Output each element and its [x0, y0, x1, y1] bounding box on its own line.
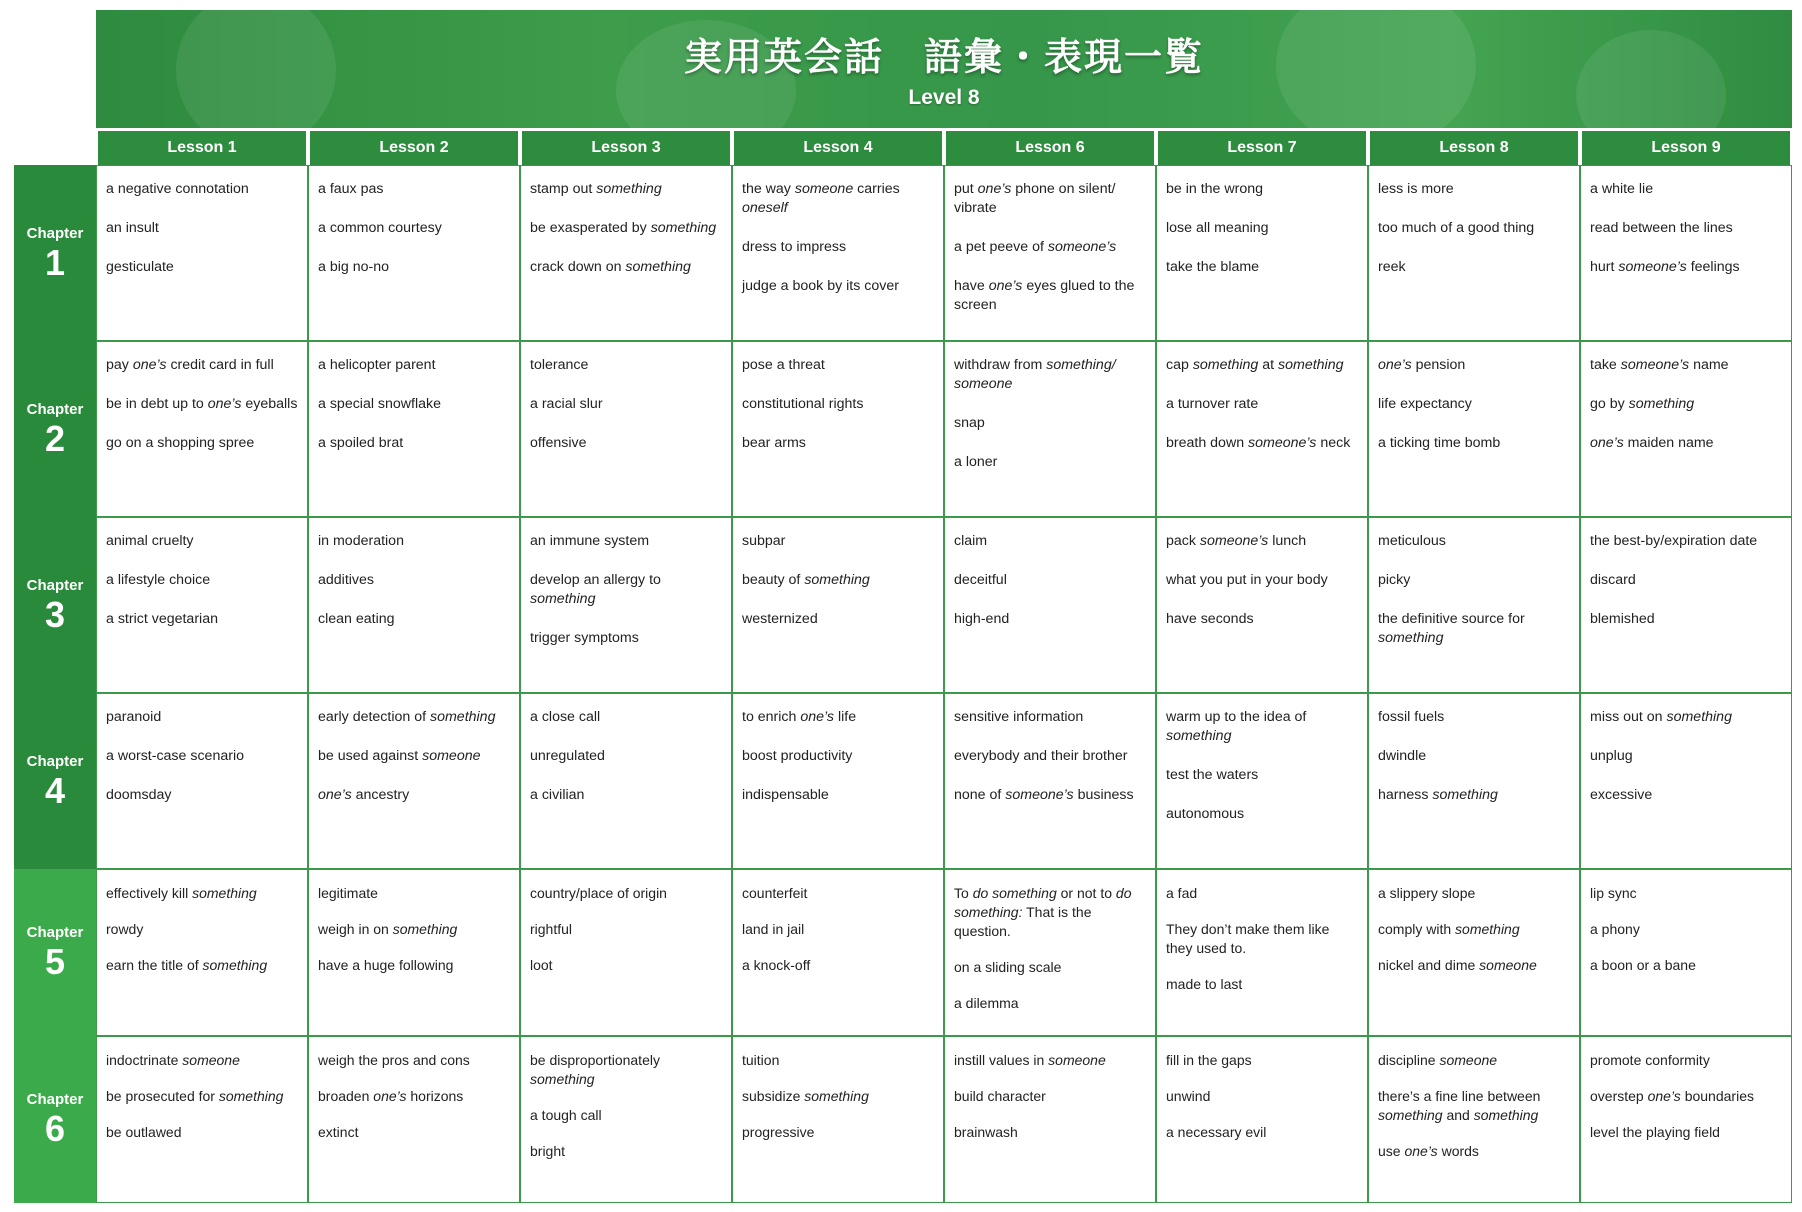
- lesson-header-7: Lesson 8: [1370, 131, 1578, 165]
- lesson-header-6: Lesson 7: [1158, 131, 1366, 165]
- vocab-entry: harness something: [1378, 787, 1498, 803]
- chapter-header-1: [14, 165, 96, 341]
- vocab-entry: on a sliding scale: [954, 959, 1062, 975]
- vocab-cell-ch5-col7: [1368, 869, 1580, 1036]
- vocab-entry: a phony: [1590, 921, 1640, 937]
- vocab-entry: boost productivity: [742, 748, 853, 764]
- vocab-entry: a common courtesy: [318, 220, 442, 236]
- vocab-entry: have seconds: [1166, 611, 1254, 627]
- vocab-entry: there’s a fine line between something and something: [1378, 1088, 1541, 1123]
- vocab-entry: doomsday: [106, 787, 172, 803]
- vocab-cell-ch3-col8: [1580, 517, 1792, 693]
- vocab-entry: unplug: [1590, 748, 1633, 764]
- vocab-entry: a boon or a bane: [1590, 957, 1696, 973]
- vocab-cell-ch1-col7: [1368, 165, 1580, 341]
- vocab-entry: pack someone’s lunch: [1166, 533, 1307, 549]
- vocab-entry: the best-by/expiration date: [1590, 533, 1758, 549]
- vocab-cell-ch3-col5: [944, 517, 1156, 693]
- vocab-entry: be outlawed: [106, 1124, 182, 1140]
- vocab-entry: the way someone carries oneself: [742, 181, 900, 216]
- vocab-entry: land in jail: [742, 921, 805, 937]
- vocab-entry: lose all meaning: [1166, 220, 1269, 236]
- vocab-entry: trigger symptoms: [530, 630, 639, 646]
- vocab-entry: blemished: [1590, 611, 1655, 627]
- vocab-cell-ch3-col1: [96, 517, 308, 693]
- chapter-number: 3: [44, 593, 66, 635]
- vocab-cell-ch2-col5: [944, 341, 1156, 517]
- vocab-cell-ch3-col2: [308, 517, 520, 693]
- vocab-entry: what you put in your body: [1166, 572, 1328, 588]
- vocab-entry: a necessary evil: [1166, 1124, 1267, 1140]
- vocab-entry: weigh in on something: [318, 921, 458, 937]
- vocab-entry: a lifestyle choice: [106, 572, 211, 588]
- vocab-entry: dwindle: [1378, 748, 1427, 764]
- vocab-entry: none of someone’s business: [954, 787, 1134, 803]
- lesson-header-2: Lesson 2: [310, 131, 518, 165]
- vocab-entry: a civilian: [530, 787, 585, 803]
- vocab-entry: be disproportionately something: [530, 1052, 660, 1087]
- vocab-cell-ch1-col6: [1156, 165, 1368, 341]
- vocab-entry: clean eating: [318, 611, 395, 627]
- vocab-entry: high-end: [954, 611, 1010, 627]
- chapter-header-4: [14, 693, 96, 869]
- vocab-cell-ch2-col3: [520, 341, 732, 517]
- vocab-entry: autonomous: [1166, 806, 1245, 822]
- vocab-entry: comply with something: [1378, 921, 1520, 937]
- vocab-entry: be in the wrong: [1166, 181, 1264, 197]
- vocab-entry: a helicopter parent: [318, 357, 436, 373]
- vocab-entry: legitimate: [318, 885, 378, 901]
- lesson-header-3: Lesson 3: [522, 131, 730, 165]
- vocab-entry: life expectancy: [1378, 396, 1472, 412]
- chapter-number: 5: [44, 941, 66, 982]
- vocab-entry: early detection of something: [318, 709, 496, 725]
- vocab-cell-ch6-col4: [732, 1036, 944, 1203]
- chapter-number: 4: [44, 769, 66, 811]
- chapter-number: 6: [44, 1108, 66, 1149]
- vocab-entry: a fad: [1166, 885, 1198, 901]
- vocab-entry: indoctrinate someone: [106, 1052, 240, 1068]
- vocab-entry: a strict vegetarian: [106, 611, 218, 627]
- vocab-entry: tolerance: [530, 357, 589, 373]
- vocab-cell-ch6-col1: [96, 1036, 308, 1203]
- chapter-header-5: [14, 869, 96, 1036]
- vocab-entry: one’s ancestry: [318, 787, 410, 803]
- vocab-entry: sensitive information: [954, 709, 1084, 725]
- vocab-entry: To do something or not to do something: That is the question.: [954, 885, 1132, 939]
- vocab-entry: pose a threat: [742, 357, 825, 373]
- vocab-entry: a tough call: [530, 1107, 602, 1123]
- header-banner: [96, 10, 1792, 128]
- vocab-entry: subsidize something: [742, 1088, 869, 1104]
- vocab-cell-ch2-col8: [1580, 341, 1792, 517]
- vocab-entry: a racial slur: [530, 396, 603, 412]
- vocab-entry: deceitful: [954, 572, 1007, 588]
- vocab-entry: They don’t make them like they used to.: [1166, 921, 1330, 956]
- vocab-entry: broaden one’s horizons: [318, 1088, 464, 1104]
- vocab-entry: develop an allergy to something: [530, 572, 661, 607]
- vocab-cell-ch4-col4: [732, 693, 944, 869]
- vocab-cell-ch5-col5: [944, 869, 1156, 1036]
- vocab-entry: fill in the gaps: [1166, 1052, 1252, 1068]
- vocab-entry: a dilemma: [954, 995, 1019, 1011]
- vocab-entry: level the playing field: [1590, 1124, 1720, 1140]
- vocab-entry: a pet peeve of someone’s: [954, 239, 1117, 255]
- vocab-entry: withdraw from something/ someone: [954, 357, 1116, 392]
- vocab-cell-ch1-col5: [944, 165, 1156, 341]
- vocab-cell-ch4-col7: [1368, 693, 1580, 869]
- lesson-header-5: Lesson 6: [946, 131, 1154, 165]
- vocab-entry: dress to impress: [742, 239, 847, 255]
- vocab-entry: a slippery slope: [1378, 885, 1476, 901]
- vocab-entry: warm up to the idea of something: [1166, 709, 1307, 744]
- vocab-cell-ch3-col7: [1368, 517, 1580, 693]
- vocab-cell-ch3-col3: [520, 517, 732, 693]
- vocab-entry: reek: [1378, 259, 1406, 275]
- vocab-entry: go by something: [1590, 396, 1695, 412]
- vocab-cell-ch4-col1: [96, 693, 308, 869]
- vocab-entry: test the waters: [1166, 767, 1259, 783]
- vocab-entry: bright: [530, 1143, 566, 1159]
- vocab-entry: westernized: [742, 611, 818, 627]
- vocab-entry: an immune system: [530, 533, 650, 549]
- vocab-entry: subpar: [742, 533, 786, 549]
- vocab-cell-ch3-col4: [732, 517, 944, 693]
- lesson-header-1: Lesson 1: [98, 131, 306, 165]
- vocab-entry: instill values in someone: [954, 1052, 1106, 1068]
- vocab-cell-ch1-col8: [1580, 165, 1792, 341]
- vocab-cell-ch6-col3: [520, 1036, 732, 1203]
- vocab-entry: a negative connotation: [106, 181, 249, 197]
- chapter-label: Chapter: [26, 752, 84, 770]
- vocab-cell-ch6-col5: [944, 1036, 1156, 1203]
- vocab-entry: picky: [1378, 572, 1411, 588]
- vocab-entry: hurt someone’s feelings: [1590, 259, 1740, 275]
- vocab-entry: too much of a good thing: [1378, 220, 1535, 236]
- lesson-header-4: Lesson 4: [734, 131, 942, 165]
- vocab-cell-ch6-col2: [308, 1036, 520, 1203]
- vocab-entry: excessive: [1590, 787, 1653, 803]
- vocab-entry: counterfeit: [742, 885, 808, 901]
- vocab-entry: promote conformity: [1590, 1052, 1710, 1068]
- vocab-cell-ch5-col6: [1156, 869, 1368, 1036]
- vocab-entry: a faux pas: [318, 181, 384, 197]
- vocab-cell-ch4-col3: [520, 693, 732, 869]
- vocab-cell-ch1-col1: [96, 165, 308, 341]
- chapter-number: 1: [44, 241, 66, 283]
- vocab-entry: go on a shopping spree: [106, 435, 255, 451]
- vocab-entry: beauty of something: [742, 572, 870, 588]
- vocab-entry: have a huge following: [318, 957, 454, 973]
- vocab-entry: a worst-case scenario: [106, 748, 244, 764]
- vocab-entry: snap: [954, 415, 985, 431]
- vocab-entry: nickel and dime someone: [1378, 957, 1537, 973]
- vocab-entry: a special snowflake: [318, 396, 442, 412]
- vocab-entry: a turnover rate: [1166, 396, 1259, 412]
- vocab-entry: one’s pension: [1378, 357, 1466, 373]
- vocab-entry: made to last: [1166, 976, 1243, 992]
- vocab-entry: unregulated: [530, 748, 605, 764]
- vocab-entry: everybody and their brother: [954, 748, 1128, 764]
- vocab-cell-ch6-col8: [1580, 1036, 1792, 1203]
- vocab-entry: to enrich one’s life: [742, 709, 857, 725]
- vocab-entry: indispensable: [742, 787, 829, 803]
- vocab-entry: read between the lines: [1590, 220, 1733, 236]
- vocab-entry: pay one’s credit card in full: [106, 357, 274, 373]
- vocab-cell-ch5-col8: [1580, 869, 1792, 1036]
- vocab-cell-ch6-col7: [1368, 1036, 1580, 1203]
- chapter-label: Chapter: [26, 224, 84, 242]
- vocab-cell-ch4-col2: [308, 693, 520, 869]
- vocab-entry: fossil fuels: [1378, 709, 1445, 725]
- vocab-entry: meticulous: [1378, 533, 1446, 549]
- chapter-label: Chapter: [26, 400, 84, 418]
- vocab-entry: put one’s phone on silent/ vibrate: [954, 181, 1116, 216]
- vocab-entry: a white lie: [1590, 181, 1654, 197]
- vocab-entry: paranoid: [106, 709, 162, 725]
- vocab-entry: take someone’s name: [1590, 357, 1729, 373]
- vocab-entry: have one’s eyes glued to the screen: [954, 278, 1135, 313]
- chapter-number: 2: [44, 417, 66, 459]
- vocab-entry: weigh the pros and cons: [318, 1052, 470, 1068]
- vocab-entry: breath down someone’s neck: [1166, 435, 1351, 451]
- vocab-entry: loot: [530, 957, 553, 973]
- lesson-header-8: Lesson 9: [1582, 131, 1790, 165]
- page-title: 実用英会話 語彙・表現一覧: [683, 35, 1204, 79]
- vocab-entry: a spoiled brat: [318, 435, 404, 451]
- vocab-entry: rowdy: [106, 921, 144, 937]
- vocab-entry: discipline someone: [1378, 1052, 1498, 1068]
- level-subtitle: Level 8: [908, 86, 980, 109]
- vocab-entry: be in debt up to one’s eyeballs: [106, 396, 298, 412]
- vocab-cell-ch1-col2: [308, 165, 520, 341]
- vocab-entry: lip sync: [1590, 885, 1637, 901]
- vocab-entry: earn the title of something: [106, 957, 268, 973]
- vocab-cell-ch4-col8: [1580, 693, 1792, 869]
- vocab-entry: crack down on something: [530, 259, 691, 275]
- vocab-entry: less is more: [1378, 181, 1454, 197]
- vocab-entry: progressive: [742, 1124, 815, 1140]
- vocab-entry: build character: [954, 1088, 1046, 1104]
- vocab-entry: be prosecuted for something: [106, 1088, 284, 1104]
- vocab-cell-ch5-col2: [308, 869, 520, 1036]
- chapter-header-6: [14, 1036, 96, 1203]
- chapter-label: Chapter: [26, 924, 84, 941]
- vocab-entry: brainwash: [954, 1124, 1018, 1140]
- vocab-cell-ch1-col4: [732, 165, 944, 341]
- vocab-entry: discard: [1590, 572, 1636, 588]
- vocab-entry: miss out on something: [1590, 709, 1732, 725]
- vocab-entry: judge a book by its cover: [742, 278, 899, 294]
- vocab-entry: a loner: [954, 454, 998, 470]
- vocab-entry: an insult: [106, 220, 159, 236]
- vocab-entry: take the blame: [1166, 259, 1260, 275]
- vocab-entry: in moderation: [318, 533, 404, 549]
- vocab-entry: the definitive source for something: [1378, 611, 1525, 646]
- vocab-entry: bear arms: [742, 435, 806, 451]
- vocab-cell-ch2-col4: [732, 341, 944, 517]
- vocab-cell-ch4-col5: [944, 693, 1156, 869]
- chapter-header-2: [14, 341, 96, 517]
- chapter-label: Chapter: [26, 576, 84, 594]
- vocab-cell-ch5-col1: [96, 869, 308, 1036]
- vocab-entry: a big no-no: [318, 259, 389, 275]
- vocab-entry: offensive: [530, 435, 587, 451]
- vocab-entry: a ticking time bomb: [1378, 435, 1501, 451]
- chapter-label: Chapter: [26, 1091, 84, 1108]
- vocab-cell-ch1-col3: [520, 165, 732, 341]
- vocab-entry: extinct: [318, 1124, 359, 1140]
- chapter-header-3: [14, 517, 96, 693]
- vocab-entry: overstep one’s boundaries: [1590, 1088, 1754, 1104]
- vocab-entry: gesticulate: [106, 259, 174, 275]
- vocab-cell-ch6-col6: [1156, 1036, 1368, 1203]
- vocab-entry: unwind: [1166, 1088, 1211, 1104]
- vocab-entry: constitutional rights: [742, 396, 864, 412]
- vocab-entry: stamp out something: [530, 181, 662, 197]
- vocab-cell-ch5-col3: [520, 869, 732, 1036]
- vocab-cell-ch2-col2: [308, 341, 520, 517]
- vocab-entry: animal cruelty: [106, 533, 194, 549]
- vocab-entry: effectively kill something: [106, 885, 257, 901]
- vocab-entry: use one’s words: [1378, 1143, 1479, 1159]
- vocab-cell-ch3-col6: [1156, 517, 1368, 693]
- vocab-entry: a close call: [530, 709, 601, 725]
- vocab-cell-ch2-col7: [1368, 341, 1580, 517]
- vocab-entry: be exasperated by something: [530, 220, 717, 236]
- vocab-entry: be used against someone: [318, 748, 481, 764]
- vocab-cell-ch2-col6: [1156, 341, 1368, 517]
- vocab-cell-ch5-col4: [732, 869, 944, 1036]
- vocab-entry: tuition: [742, 1052, 780, 1068]
- vocab-entry: rightful: [530, 921, 573, 937]
- vocab-entry: additives: [318, 572, 374, 588]
- vocab-cell-ch4-col6: [1156, 693, 1368, 869]
- vocab-entry: claim: [954, 533, 988, 549]
- vocab-entry: a knock-off: [742, 957, 811, 973]
- vocab-cell-ch2-col1: [96, 341, 308, 517]
- vocab-entry: country/place of origin: [530, 885, 667, 901]
- vocab-entry: one’s maiden name: [1590, 435, 1714, 451]
- vocab-entry: cap something at something: [1166, 357, 1344, 373]
